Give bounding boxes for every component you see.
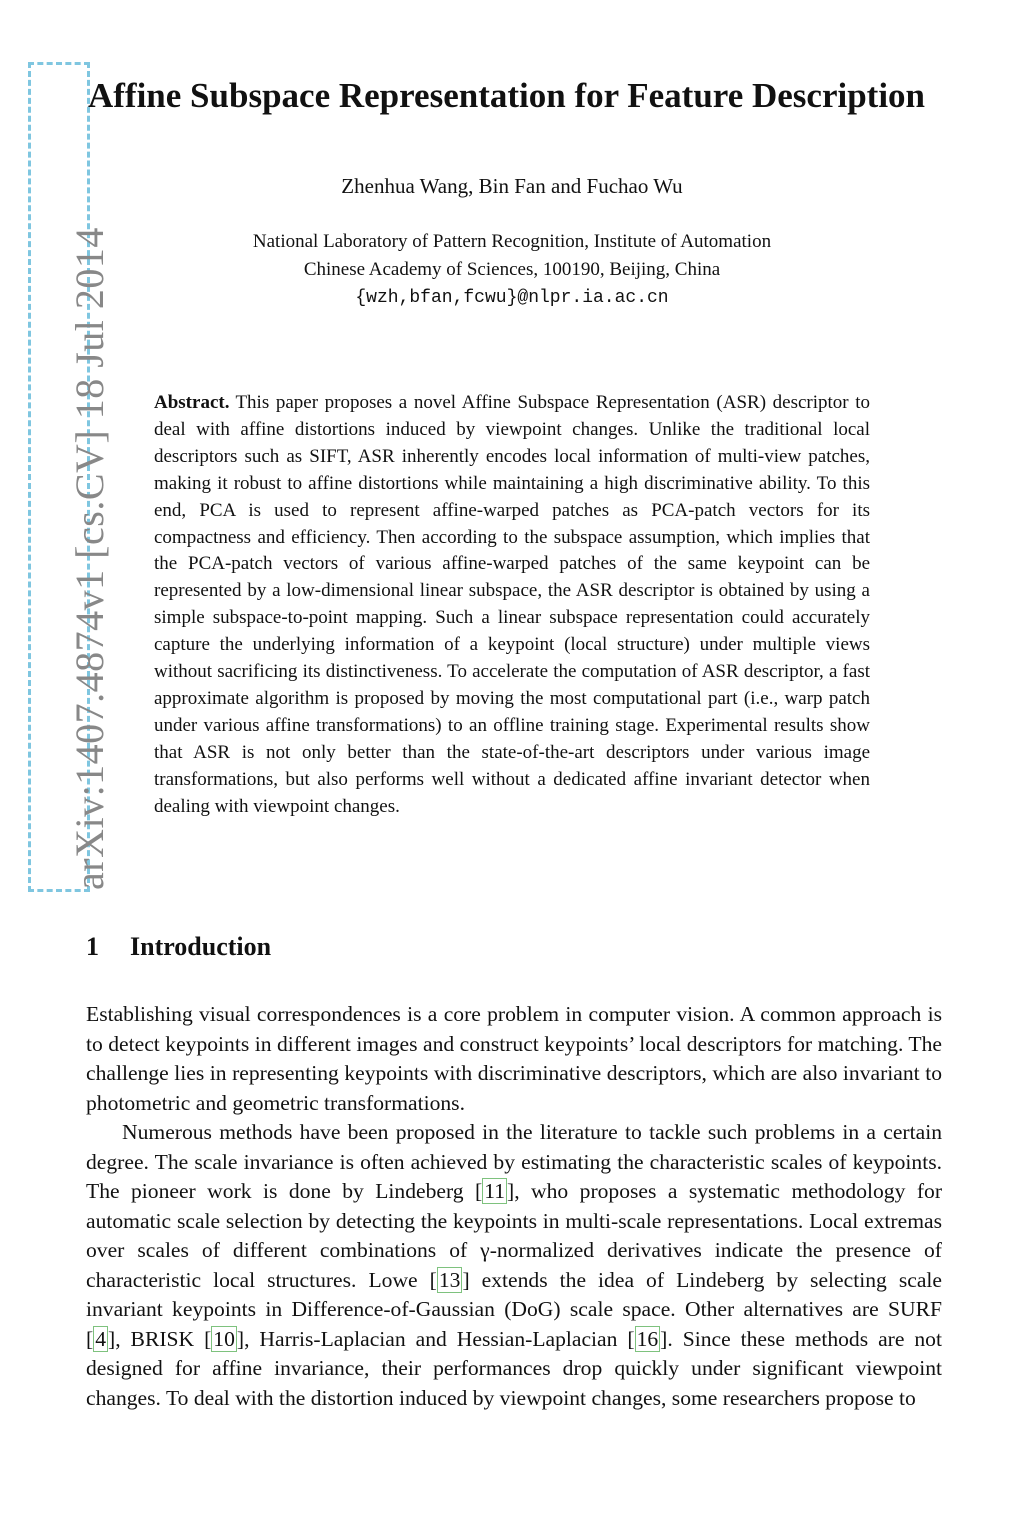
citation-link-13[interactable]: 13 xyxy=(438,1267,461,1292)
affiliation-block xyxy=(0,228,1024,312)
paragraph-1: Establishing visual correspondences is a core problem in computer vision. A common approach is to detect keypoints in different images and construct keypoints’ local descriptors for matching. The challenge lies in representing keypoints with discriminative descriptors, which are also invariant to photometric and geometric transformations. xyxy=(86,1002,942,1115)
section-number: 1 xyxy=(86,932,99,961)
citation-link-16[interactable]: 16 xyxy=(636,1326,659,1351)
paragraph-2-text-3: ] extends the idea of Lindeberg by selecting scale invariant keypoints in Difference-of-Gaussian (DoG) scale space. Other alternatives are SURF [ xyxy=(86,1267,942,1351)
affiliation-line-1: National Laboratory of Pattern Recognition, Institute of Automation xyxy=(252,231,772,252)
paragraph-2-text-1: Numerous methods have been proposed in the literature to tackle such problems in a certain degree. The scale invariance is often achieved by estimating the characteristic scales of keypoints. The pioneer work is done by Lindeberg [ xyxy=(86,1120,942,1203)
author-list: Zhenhua Wang, Bin Fan and Fuchao Wu xyxy=(341,174,683,198)
citation-link-4[interactable]: 4 xyxy=(95,1326,106,1351)
paragraph-2-text-4: ], BRISK [ xyxy=(108,1326,212,1351)
abstract-label: Abstract. xyxy=(154,392,230,413)
arxiv-identifier: arXiv:1407.4874v1 [cs.CV] 18 Jul 2014 xyxy=(67,227,112,890)
abstract-text: This paper proposes a novel Affine Subspace Representation (ASR) descriptor to deal with affine distortions induced by viewpoint changes. Unlike the traditional local descriptors such as SIFT, ASR inherently encodes local information of multi-view patches, making it robust to affine distortions while maintaining a high discriminative ability. To this end, PCA is used to represent affine-warped patches as PCA-patch vectors for its compactness and efficiency. Then according to the subspace assumption, which implies that the PCA-patch vectors of various affine-warped patches of the same keypoint can be represented by a low-dimensional linear subspace, the ASR descriptor is obtained by using a simple subspace-to-point mapping. Such a linear subspace representation could accurately capture the underlying information of a keypoint (local structure) under multiple views without sacrificing its distinctiveness. To accelerate the computation of ASR descriptor, a fast approximate algorithm is proposed by moving the most computational part (i.e., warp patch under various affine transformations) to an offline training stage. Experimental results show that ASR is not only better than the state-of-the-art descriptors under various image transformations, but also performs well without a dedicated affine invariant detector when dealing with viewpoint changes. xyxy=(154,392,870,817)
section-title: Introduction xyxy=(130,932,272,961)
affiliation-line-2: Chinese Academy of Sciences, 100190, Beijing, China xyxy=(303,259,721,280)
section-heading-introduction xyxy=(86,932,271,962)
introduction-body xyxy=(86,1000,942,1413)
paragraph-2-text-2: ], who proposes a systematic methodology for automatic scale selection by detecting the keypoints in multi-scale representations. Local extremas over scales of different combinations of γ-normalized derivatives indicate the presence of characteristic local structures. Lowe [ xyxy=(86,1179,943,1292)
paragraph-2-text-6: ]. Since these methods are not designed for affine invariance, their performances drop quickly under significant viewpoint changes. To deal with the distortion induced by viewpoint changes, some researchers propose to xyxy=(86,1326,942,1410)
citation-link-11[interactable]: 11 xyxy=(484,1179,506,1203)
paper-title: Affine Subspace Representation for Feature Description xyxy=(88,76,926,115)
paragraph-2-text-5: ], Harris-Laplacian and Hessian-Laplacian [ xyxy=(236,1326,635,1351)
citation-link-10[interactable]: 10 xyxy=(213,1326,235,1351)
abstract xyxy=(154,390,870,821)
author-emails: {wzh,bfan,fcwu}@nlpr.ia.ac.cn xyxy=(355,288,669,308)
paragraph-2 xyxy=(86,1118,942,1413)
